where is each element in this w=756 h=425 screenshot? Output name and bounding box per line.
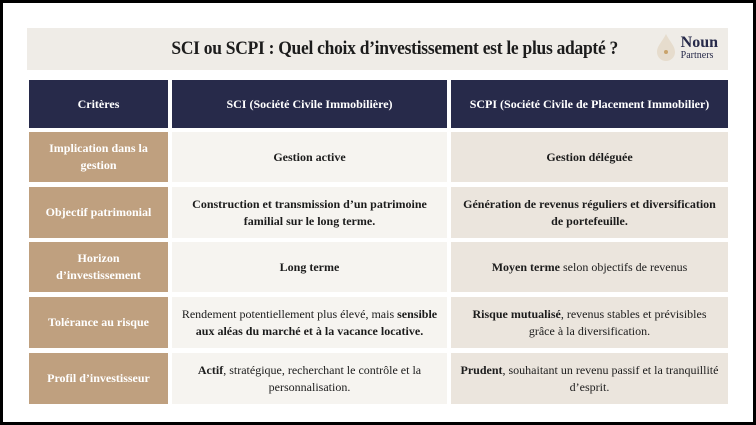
- logo-sub: Partners: [680, 50, 714, 61]
- scpi-bold-text: Risque mutualisé: [472, 306, 561, 321]
- title-bar: [27, 28, 728, 70]
- criterion-cell: [29, 242, 168, 292]
- scpi-cell: [451, 132, 728, 182]
- scpi-cell: [451, 242, 728, 292]
- scpi-cell: [451, 297, 728, 348]
- sci-pre-text: Rendement potentiellement plus élevé, mais: [181, 306, 398, 321]
- header-criteria: Critères: [29, 80, 168, 128]
- scpi-rest-text: , souhaitant un revenu passif et la tranquillité d’esprit.: [502, 362, 719, 394]
- sci-cell: [172, 132, 447, 182]
- page-title: SCI ou SCPI : Quel choix d’investissement est le plus adapté ?: [171, 38, 618, 59]
- sci-cell: [172, 297, 447, 348]
- sci-cell: [172, 242, 447, 292]
- scpi-bold-text: Moyen terme: [491, 259, 560, 274]
- criterion-label: Tolérance au risque: [48, 315, 149, 329]
- sci-rest-text: , stratégique, recherchant le contrôle et la personnalisation.: [223, 362, 422, 394]
- logo-name: Noun: [680, 34, 718, 51]
- sci-bold-text: sensible aux aléas du marché et à la vacance locative.: [195, 306, 438, 338]
- scpi-cell: [451, 353, 728, 404]
- scpi-cell: [451, 187, 728, 238]
- sci-bold-text: Gestion active: [273, 149, 346, 164]
- scpi-bold-text: Génération de revenus réguliers et diversification de portefeuille.: [463, 196, 716, 228]
- sci-cell: [172, 187, 447, 238]
- header-scpi: SCPI (Société Civile de Placement Immobilier): [451, 80, 728, 128]
- noun-partners-logo: [655, 33, 718, 63]
- criterion-cell: [29, 132, 168, 182]
- criterion-label: Profil d’investisseur: [47, 371, 150, 385]
- criterion-cell: [29, 297, 168, 348]
- sci-bold-text: Long terme: [279, 259, 340, 274]
- sci-cell: [172, 353, 447, 404]
- header-sci: SCI (Société Civile Immobilière): [172, 80, 447, 128]
- scpi-bold-text: Gestion déléguée: [546, 149, 633, 164]
- scpi-rest-text: , revenus stables et prévisibles grâce à la diversification.: [528, 306, 707, 338]
- criterion-cell: [29, 353, 168, 404]
- sci-bold-text: Actif: [197, 362, 224, 377]
- criterion-label: Implication dans la gestion: [49, 141, 148, 172]
- scpi-bold-text: Prudent: [460, 362, 503, 377]
- logo-drop-icon: [655, 33, 677, 63]
- criterion-label: Objectif patrimonial: [45, 205, 152, 219]
- sci-bold-text: Construction et transmission d’un patrimoine familial sur le long terme.: [192, 196, 427, 228]
- criterion-cell: [29, 187, 168, 238]
- scpi-rest-text: selon objectifs de revenus: [560, 259, 688, 274]
- criterion-label: Horizon d’investissement: [56, 251, 141, 282]
